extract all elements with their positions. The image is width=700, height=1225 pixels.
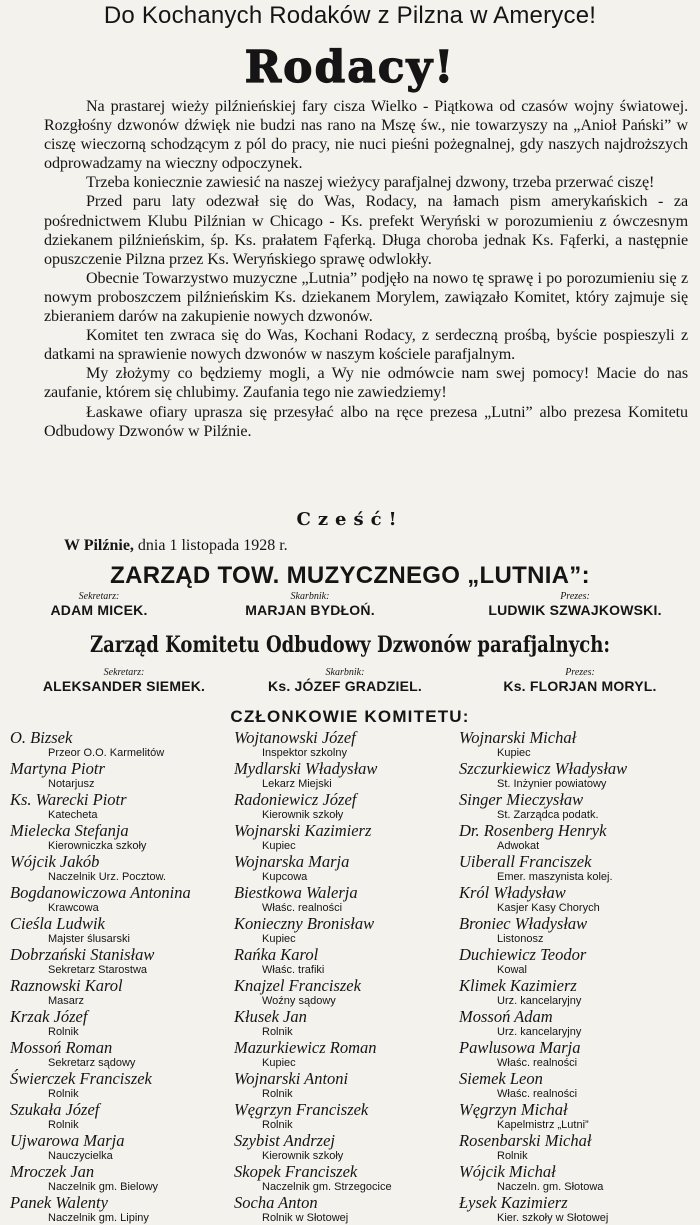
officer-name: ALEKSANDER SIEMEK. [42, 678, 206, 694]
member-name: Broniec Władysław [459, 914, 588, 933]
officer-name: ADAM MICEK. [50, 602, 148, 618]
member-name: Wojtanowski Józef [234, 728, 356, 747]
member-role: Emer. maszynista kolej. [497, 871, 613, 883]
members-column-1 [10, 729, 230, 1225]
member-name: Panek Walenty [10, 1193, 108, 1212]
officer-role: Sekretarz: [78, 591, 120, 602]
member-name: Wojnarski Kazimierz [234, 821, 372, 840]
member-role: Właśc. realności [262, 902, 343, 914]
member-name: Socha Anton [234, 1193, 318, 1212]
member-name: Łysek Kazimierz [459, 1193, 568, 1212]
member-role: Rolnik [48, 1119, 79, 1131]
member-role: Nauczycielka [48, 1150, 113, 1162]
officer-role: Skarbnik: [325, 667, 365, 678]
member-role: Sekretarz Starostwa [48, 964, 148, 976]
member-role: St. Zarządca podatk. [497, 809, 599, 821]
member-entry [234, 884, 460, 915]
committee-treasurer [245, 667, 445, 694]
member-entry [459, 946, 697, 977]
member-entry [234, 946, 460, 977]
member-role: Urz. kancelaryjny [497, 995, 582, 1007]
member-role: Listonosz [497, 933, 544, 945]
lutnia-president [460, 591, 690, 618]
member-name: Mossoń Roman [10, 1038, 113, 1057]
member-role: Naczelnik gm. Strzegocice [262, 1181, 392, 1193]
member-name: Wojnarska Marja [234, 852, 350, 871]
member-role: Właśc. realności [497, 1057, 578, 1069]
member-name: Uiberall Franciszek [459, 852, 592, 871]
member-name: Knajzel Franciszek [234, 976, 361, 995]
member-role: Kupiec [262, 1057, 296, 1069]
committee-secretary [24, 667, 224, 694]
member-entry [459, 915, 697, 946]
member-entry [234, 1194, 460, 1225]
member-entry [459, 729, 697, 760]
member-role: Kierownik szkoły [262, 1150, 344, 1162]
member-role: Naczelnik gm. Bielowy [48, 1181, 159, 1193]
member-name: Kłusek Jan [234, 1007, 307, 1026]
member-entry [10, 791, 230, 822]
member-entry [459, 791, 697, 822]
member-entry [234, 1008, 460, 1039]
member-name: Ujwarowa Marja [10, 1131, 125, 1150]
paragraph: Obecnie Towarzystwo muzyczne „Lutnia” podjęło na nowo tę sprawę i po porozumieniu się z nowym proboszczem pilźnieńskim Ks. dziekanem Morylem, zawiązało Komitet, który zajmuje się zbieraniem darów na zakupienie nowych dzwonów. [44, 269, 688, 326]
member-name: Ks. Warecki Piotr [10, 790, 127, 809]
member-entry [10, 822, 230, 853]
member-role: Rolnik [262, 1119, 293, 1131]
member-entry [459, 1008, 697, 1039]
officer-name: Ks. JÓZEF GRADZIEL. [268, 678, 422, 694]
member-entry [459, 1194, 697, 1225]
member-name: Mroczek Jan [10, 1162, 95, 1181]
member-role: Kupiec [262, 933, 296, 945]
member-name: Mielecka Stefanja [10, 821, 129, 840]
dateline [64, 537, 288, 555]
member-role: Właśc. trafiki [262, 964, 325, 976]
member-entry [234, 977, 460, 1008]
members-title: CZŁONKOWIE KOMITETU: [230, 707, 470, 726]
committee-board-title: Zarząd Komitetu Odbudowy Dzwonów parafjalnych: [89, 632, 611, 658]
closing-greeting: Cześć! [296, 509, 404, 530]
member-name: O. Bizsek [10, 728, 73, 747]
member-role: Przeor O.O. Karmelitów [48, 747, 165, 759]
member-entry [234, 1163, 460, 1194]
member-name: Martyna Piotr [10, 759, 105, 778]
member-name: Rosenbarski Michał [459, 1131, 592, 1150]
member-entry [234, 760, 460, 791]
paragraph: Łaskawe ofiary uprasza się przesyłać albo na ręce prezesa „Lutni” albo prezesa Komitetu Odbudowy Dzwonów w Pilźnie. [44, 403, 688, 440]
member-role: Masarz [48, 995, 85, 1007]
member-name: Wojnarski Michał [459, 728, 577, 747]
member-entry [10, 1132, 230, 1163]
member-role: Urz. kancelaryjny [497, 1026, 582, 1038]
member-entry [234, 1101, 460, 1132]
member-name: Szczurkiewicz Władysław [459, 759, 628, 778]
member-entry [10, 915, 230, 946]
member-role: Notarjusz [48, 778, 95, 790]
member-entry [234, 853, 460, 884]
officer-role: Sekretarz: [103, 667, 145, 678]
lutnia-treasurer [220, 591, 400, 618]
member-entry [459, 853, 697, 884]
member-name: Mazurkiewicz Roman [234, 1038, 377, 1057]
member-name: Klimek Kazimierz [459, 976, 577, 995]
member-name: Węgrzyn Michał [459, 1100, 568, 1119]
member-entry [234, 791, 460, 822]
member-entry [234, 729, 460, 760]
officer-name: MARJAN BYDŁOŃ. [245, 602, 375, 618]
member-entry [459, 1070, 697, 1101]
member-role: Adwokat [497, 840, 540, 852]
member-name: Węgrzyn Franciszek [234, 1100, 369, 1119]
member-name: Wójcik Michał [459, 1162, 556, 1181]
member-role: Naczeln. gm. Słotowa [497, 1181, 604, 1193]
member-name: Wojnarski Antoni [234, 1069, 349, 1088]
member-name: Singer Mieczysław [459, 790, 584, 809]
member-role: Kier. szkoły w Słotowej [497, 1212, 609, 1224]
member-entry [459, 1132, 697, 1163]
member-entry [10, 946, 230, 977]
member-entry [234, 1039, 460, 1070]
member-name: Mossoń Adam [459, 1007, 553, 1026]
member-name: Krzak Józef [10, 1007, 88, 1026]
member-name: Konieczny Bronisław [234, 914, 375, 933]
committee-president [470, 667, 690, 694]
member-name: Mydlarski Władysław [234, 759, 378, 778]
member-name: Dobrzański Stanisław [10, 945, 155, 964]
paragraph: Komitet ten zwraca się do Was, Kochani Rodacy, z serdeczną prośbą, byście pospieszyli z datkami na sprawienie nowych dzwonów w naszym kościele parafjalnym. [44, 327, 688, 364]
dateline-date: dnia 1 listopada 1928 r. [137, 537, 288, 554]
member-name: Król Władysław [459, 883, 566, 902]
member-role: Krawcowa [48, 902, 99, 914]
heading: Do Kochanych Rodaków z Pilzna w Ameryce! [103, 2, 597, 29]
member-role: Naczelnik gm. Lipiny [48, 1212, 149, 1224]
member-name: Raznowski Karol [10, 976, 123, 995]
member-entry [10, 1163, 230, 1194]
member-entry [10, 1008, 230, 1039]
member-role: Kupcowa [262, 871, 308, 883]
dateline-place: W Pilźnie, [64, 537, 134, 554]
member-role: Majster ślusarski [48, 933, 130, 945]
member-role: Rolnik [497, 1150, 528, 1162]
member-entry [459, 977, 697, 1008]
member-role: Rolnik [262, 1088, 293, 1100]
member-entry [459, 1101, 697, 1132]
officer-role: Skarbnik: [290, 591, 330, 602]
member-role: Naczelnik Urz. Pocztow. [48, 871, 166, 883]
member-entry [234, 1132, 460, 1163]
member-name: Rańka Karol [234, 945, 319, 964]
officer-name: LUDWIK SZWAJKOWSKI. [488, 602, 662, 618]
member-name: Wójcik Jakób [10, 852, 100, 871]
lutnia-board-title: ZARZĄD TOW. MUZYCZNEGO „LUTNIA”: [110, 562, 590, 589]
appeal-text [44, 97, 688, 441]
member-role: Kowal [497, 964, 527, 976]
member-role: Kapelmistrz „Lutni” [497, 1119, 589, 1131]
officer-role: Prezes: [565, 667, 595, 678]
member-name: Radoniewicz Józef [234, 790, 357, 809]
member-role: Kasjer Kasy Chorych [497, 902, 600, 914]
member-entry [10, 1070, 230, 1101]
member-name: Siemek Leon [459, 1069, 543, 1088]
member-entry [234, 822, 460, 853]
member-entry [234, 1070, 460, 1101]
member-role: Kupiec [262, 840, 296, 852]
member-entry [459, 1039, 697, 1070]
member-role: Rolnik [48, 1026, 79, 1038]
lutnia-secretary [24, 591, 174, 618]
member-name: Szybist Andrzej [234, 1131, 335, 1150]
member-name: Skopek Franciszek [234, 1162, 358, 1181]
member-entry [10, 760, 230, 791]
member-entry [459, 884, 697, 915]
member-entry [459, 760, 697, 791]
officer-role: Prezes: [560, 591, 590, 602]
member-role: Rolnik [48, 1088, 79, 1100]
member-role: Lekarz Miejski [262, 778, 332, 790]
member-role: Sekretarz sądowy [48, 1057, 136, 1069]
member-role: Inspektor szkolny [262, 747, 347, 759]
paragraph: Przed paru laty odezwał się do Was, Rodacy, na łamach pism amerykańskich - za pośrednictwem Klubu Pilźnian w Chicago - Ks. prefekt Weryński w porozumieniu z ówczesnym dziekanem pilźnieńskim, śp. Ks. prałatem Fąferką. Długa choroba jednak Ks. Fąferki, a następnie opuszczenie Pilzna przez Ks. Weryńskiego sprawę odwlokły. [44, 193, 688, 268]
paragraph: My złożymy co będziemy mogli, a Wy nie odmówcie nam swej pomocy! Macie do nas zaufanie, którem się chlubimy. Zaufania tego nie zawiedziemy! [44, 365, 688, 402]
member-entry [10, 1194, 230, 1225]
member-role: Katecheta [48, 809, 98, 821]
member-entry [10, 1101, 230, 1132]
member-role: Woźny sądowy [262, 995, 336, 1007]
paragraph: Na prastarej wieży pilźnieńskiej fary cisza Wielko - Piątkowa od czasów wojny światowej. Rozgłośny dzwonów dźwięk nie budzi nas rano na Mszę św., nie towarzyszy na „Anioł Pański” w ciszę wieczorną schodzącym z pól do pracy, nie nuci pieśni pożegnalnej, gdy naszych najdroższych odprowadzamy na wieczny odpoczynek. [44, 98, 688, 173]
member-role: Właśc. realności [497, 1088, 578, 1100]
members-column-3 [459, 729, 697, 1225]
member-entry [10, 729, 230, 760]
member-entry [459, 1163, 697, 1194]
member-entry [10, 884, 230, 915]
officer-name: Ks. FLORJAN MORYL. [503, 678, 657, 694]
member-name: Duchiewicz Teodor [459, 945, 587, 964]
member-name: Cieśla Ludwik [10, 914, 105, 933]
member-role: St. Inżynier powiatowy [497, 778, 607, 790]
page-title: Rodacy! [244, 42, 456, 93]
members-column-2 [234, 729, 460, 1225]
member-role: Kierowniczka szkoły [48, 840, 147, 852]
member-role: Rolnik w Słotowej [262, 1212, 349, 1224]
member-name: Świerczek Franciszek [10, 1069, 152, 1088]
member-entry [459, 822, 697, 853]
member-entry [234, 915, 460, 946]
member-name: Bogdanowiczowa Antonina [10, 883, 191, 902]
member-name: Pawlusowa Marja [459, 1038, 581, 1057]
member-name: Biestkowa Walerja [234, 883, 358, 902]
member-role: Kupiec [497, 747, 531, 759]
member-entry [10, 1039, 230, 1070]
member-entry [10, 853, 230, 884]
member-name: Dr. Rosenberg Henryk [459, 821, 607, 840]
member-role: Rolnik [262, 1026, 293, 1038]
member-entry [10, 977, 230, 1008]
paragraph: Trzeba koniecznie zawiesić na naszej wieżycy parafjalnej dzwony, trzeba przerwać ciszę! [86, 174, 655, 192]
member-role: Kierownik szkoły [262, 809, 344, 821]
member-name: Szukała Józef [10, 1100, 100, 1119]
